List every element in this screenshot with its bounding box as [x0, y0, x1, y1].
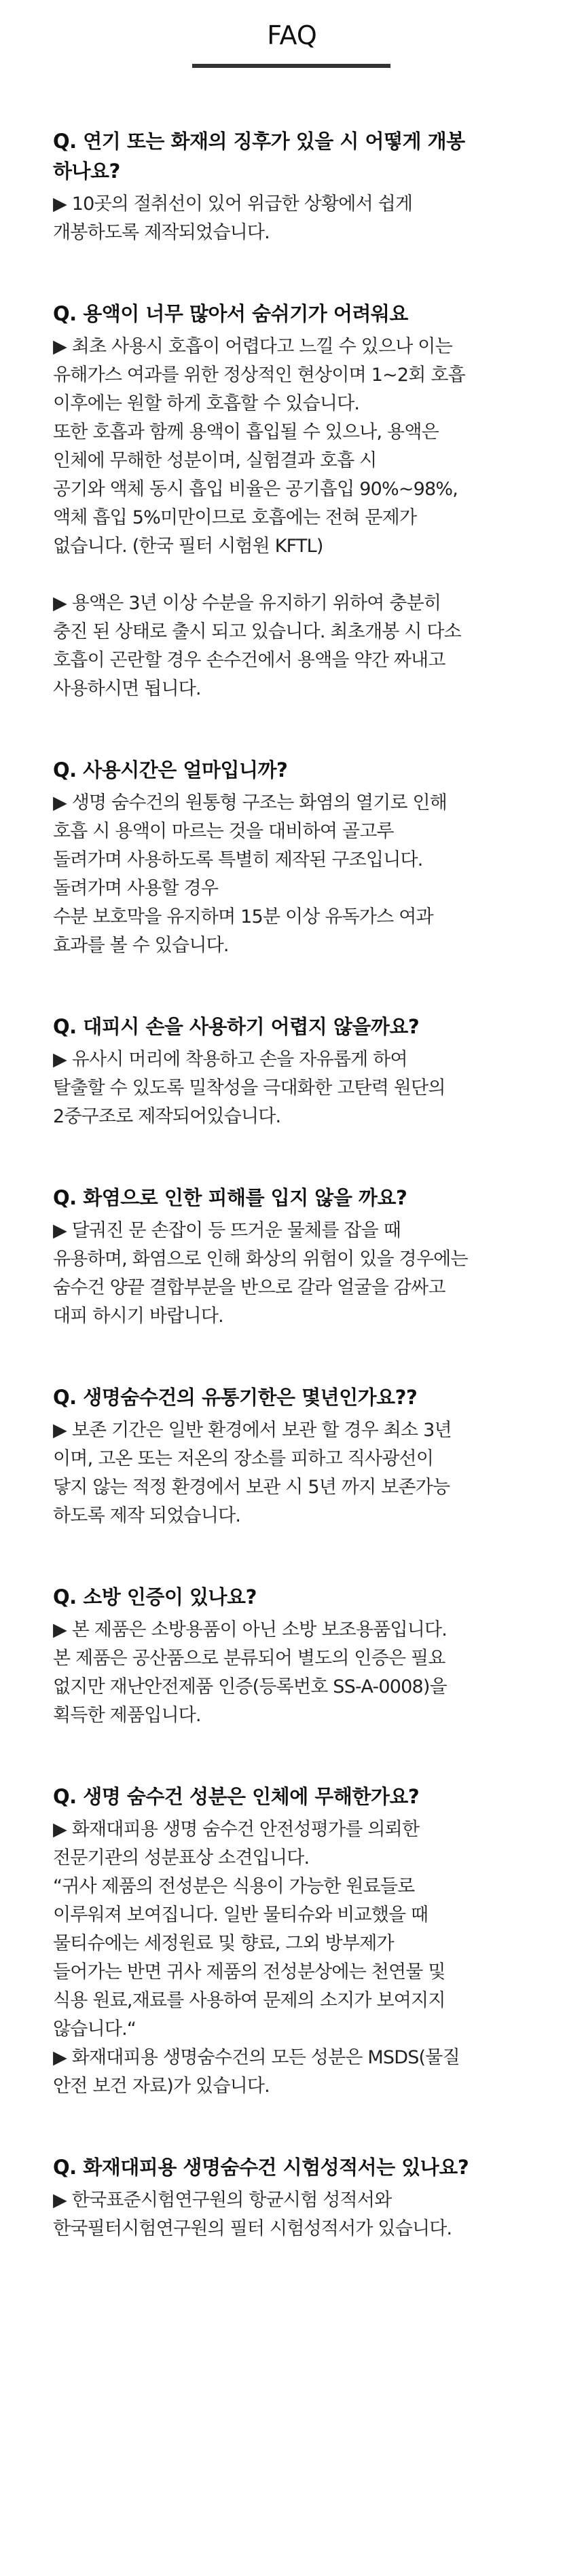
answer-line: ▶ 화재대피용 생명숨수건의 모든 성분은 MSDS(물질	[53, 2047, 460, 2068]
answer-line: 액체 흡입 5%미만이므로 호흡에는 전혀 문제가	[53, 507, 417, 528]
faq-item	[53, 126, 549, 247]
faq-answer	[53, 1217, 549, 1331]
answer-line: ▶ 달궈진 문 손잡이 등 뜨거운 물체를 잡을 때	[53, 1220, 401, 1241]
question-line: 하나요?	[53, 160, 120, 183]
answer-line: 숨수건 양끝 결합부분을 반으로 갈라 얼굴을 감싸고	[53, 1277, 445, 1298]
faq-question	[53, 1183, 549, 1213]
answer-line: 이며, 고온 또는 저온의 장소를 피하고 직사광선이	[53, 1448, 434, 1469]
question-line: Q. 생명 숨수건 성분은 인체에 무해한가요?	[53, 1785, 420, 1808]
answer-line: ▶ 최초 사용시 호흡이 어렵다고 느낄 수 있으나 이는	[53, 336, 452, 357]
answer-line: 호흡 시 용액이 마르는 것을 대비하여 골고루	[53, 821, 394, 842]
page-title: FAQ	[267, 20, 317, 50]
question-line: Q. 사용시간은 얼마입니까?	[53, 758, 288, 781]
faq-question	[53, 755, 549, 785]
answer-line: 대피 하시기 바랍니다.	[53, 1306, 223, 1327]
question-line: Q. 생명숨수건의 유통기한은 몇년인가요??	[53, 1386, 418, 1409]
question-line: Q. 화재대피용 생명숨수건 시험성적서는 있나요?	[53, 2156, 469, 2179]
answer-line: 하도록 제작 되었습니다.	[53, 1505, 241, 1526]
answer-line: 이루워져 보여집니다. 일반 물티슈와 비교했을 때	[53, 1905, 428, 1926]
answer-line: 없지만 재난안전제품 인증(등록번호 SS-A-0008)을	[53, 1676, 447, 1697]
answer-line: 전문기관의 성분표상 소견입니다.	[53, 1847, 310, 1869]
faq-answer	[53, 1616, 549, 1730]
answer-line: 개봉하도록 제작되었습니다.	[53, 222, 270, 243]
faq-answer	[53, 789, 549, 960]
answer-line: 인체에 무해한 성분이며, 실험결과 호흡 시	[53, 450, 377, 471]
answer-line: 효과를 볼 수 있습니다.	[53, 935, 229, 956]
faq-question	[53, 299, 549, 329]
answer-line: 안전 보건 자료)가 있습니다.	[53, 2076, 270, 2097]
question-line: Q. 소방 인증이 있나요?	[53, 1585, 257, 1608]
faq-answer	[53, 1046, 549, 1131]
faq-answer	[53, 1416, 549, 1530]
answer-line: ▶ 화재대피용 생명 숨수건 안전성평가를 의뢰한	[53, 1819, 420, 1840]
faq-item	[53, 1012, 549, 1131]
answer-line: 탈출할 수 있도록 밀착성을 극대화한 고탄력 원단의	[53, 1078, 445, 1099]
faq-answer	[53, 2186, 549, 2243]
answer-line: ▶ 생명 숨수건의 원통형 구조는 화염의 열기로 인해	[53, 792, 448, 813]
title-underline	[192, 64, 390, 68]
answer-line: 사용하시면 됩니다.	[53, 678, 201, 699]
question-line: Q. 화염으로 인한 피해를 입지 않을 까요?	[53, 1186, 407, 1209]
faq-item	[53, 1382, 549, 1530]
faq-question	[53, 1012, 549, 1042]
answer-line: 수분 보호막을 유지하며 15분 이상 유독가스 여과	[53, 906, 433, 927]
faq-list	[53, 126, 549, 2295]
answer-line: 않습니다.“	[53, 2019, 136, 2040]
answer-line: 이후에는 원할 하게 호흡할 수 있습니다.	[53, 393, 360, 414]
faq-question	[53, 1782, 549, 1811]
answer-line: “귀사 제품의 전성분은 식용이 가능한 원료들로	[53, 1876, 415, 1897]
answer-line: ▶ 유사시 머리에 착용하고 손을 자유롭게 하여	[53, 1049, 407, 1070]
faq-question	[53, 1582, 549, 1612]
answer-line: ▶ 본 제품은 소방용품이 아닌 소방 보조용품입니다.	[53, 1619, 448, 1640]
faq-question	[53, 126, 549, 186]
faq-answer	[53, 1816, 549, 2101]
faq-item	[53, 2152, 549, 2243]
faq-header	[0, 0, 584, 68]
faq-answer	[53, 589, 549, 703]
answer-line: 유해가스 여과를 위한 정상적인 현상이며 1~2회 호흡	[53, 365, 465, 386]
faq-item	[53, 1582, 549, 1730]
answer-line: 본 제품은 공산품으로 분류되어 별도의 인증은 필요	[53, 1648, 445, 1669]
answer-line: 없습니다. (한국 필터 시험원 KFTL)	[53, 536, 323, 557]
answer-line: 돌려가며 사용하도록 특별히 제작된 구조입니다.	[53, 849, 423, 870]
answer-line: 한국필터시험연구원의 필터 시험성적서가 있습니다.	[53, 2218, 452, 2239]
answer-line: 공기와 액체 동시 흡입 비율은 공기흡입 90%~98%,	[53, 479, 458, 500]
answer-line: 호흡이 곤란할 경우 손수건에서 용액을 약간 짜내고	[53, 650, 445, 671]
answer-line: 또한 호흡과 함께 용액이 흡입될 수 있으나, 용액은	[53, 422, 439, 443]
faq-item	[53, 1183, 549, 1331]
answer-line: 식용 원료,재료를 사용하여 문제의 소지가 보여지지	[53, 1990, 445, 2011]
faq-answer	[53, 190, 549, 247]
answer-line: 충진 된 상태로 출시 되고 있습니다. 최초개봉 시 다소	[53, 621, 461, 642]
answer-line: 들어가는 반면 귀사 제품의 전성분상에는 천연물 및	[53, 1962, 445, 1983]
answer-line: ▶ 한국표준시험연구원의 항균시험 성적서와	[53, 2190, 392, 2211]
question-line: Q. 연기 또는 화재의 징후가 있을 시 어떻게 개봉	[53, 130, 465, 153]
answer-line: ▶ 용액은 3년 이상 수분을 유지하기 위하여 충분히	[53, 593, 441, 614]
faq-question	[53, 1382, 549, 1412]
question-line: Q. 대피시 손을 사용하기 어렵지 않을까요?	[53, 1015, 420, 1038]
answer-line: ▶ 10곳의 절취선이 있어 위급한 상황에서 쉽게	[53, 194, 413, 215]
answer-line: 2중구조로 제작되어있습니다.	[53, 1106, 281, 1127]
answer-line: 물티슈에는 세정원료 및 향료, 그외 방부제가	[53, 1933, 394, 1954]
answer-line: 닿지 않는 적정 환경에서 보관 시 5년 까지 보존가능	[53, 1477, 450, 1498]
faq-answer	[53, 333, 549, 561]
faq-item	[53, 755, 549, 960]
question-line: Q. 용액이 너무 많아서 숨쉬기가 어려워요	[53, 302, 408, 325]
answer-line: 획득한 제품입니다.	[53, 1705, 201, 1726]
answer-line: 돌려가며 사용할 경우	[53, 878, 219, 899]
faq-question	[53, 2152, 549, 2182]
faq-item	[53, 1782, 549, 2101]
answer-line: 유용하며, 화염으로 인해 화상의 위험이 있을 경우에는	[53, 1249, 468, 1270]
answer-line: ▶ 보존 기간은 일반 환경에서 보관 할 경우 최소 3년	[53, 1420, 452, 1441]
faq-item	[53, 299, 549, 703]
